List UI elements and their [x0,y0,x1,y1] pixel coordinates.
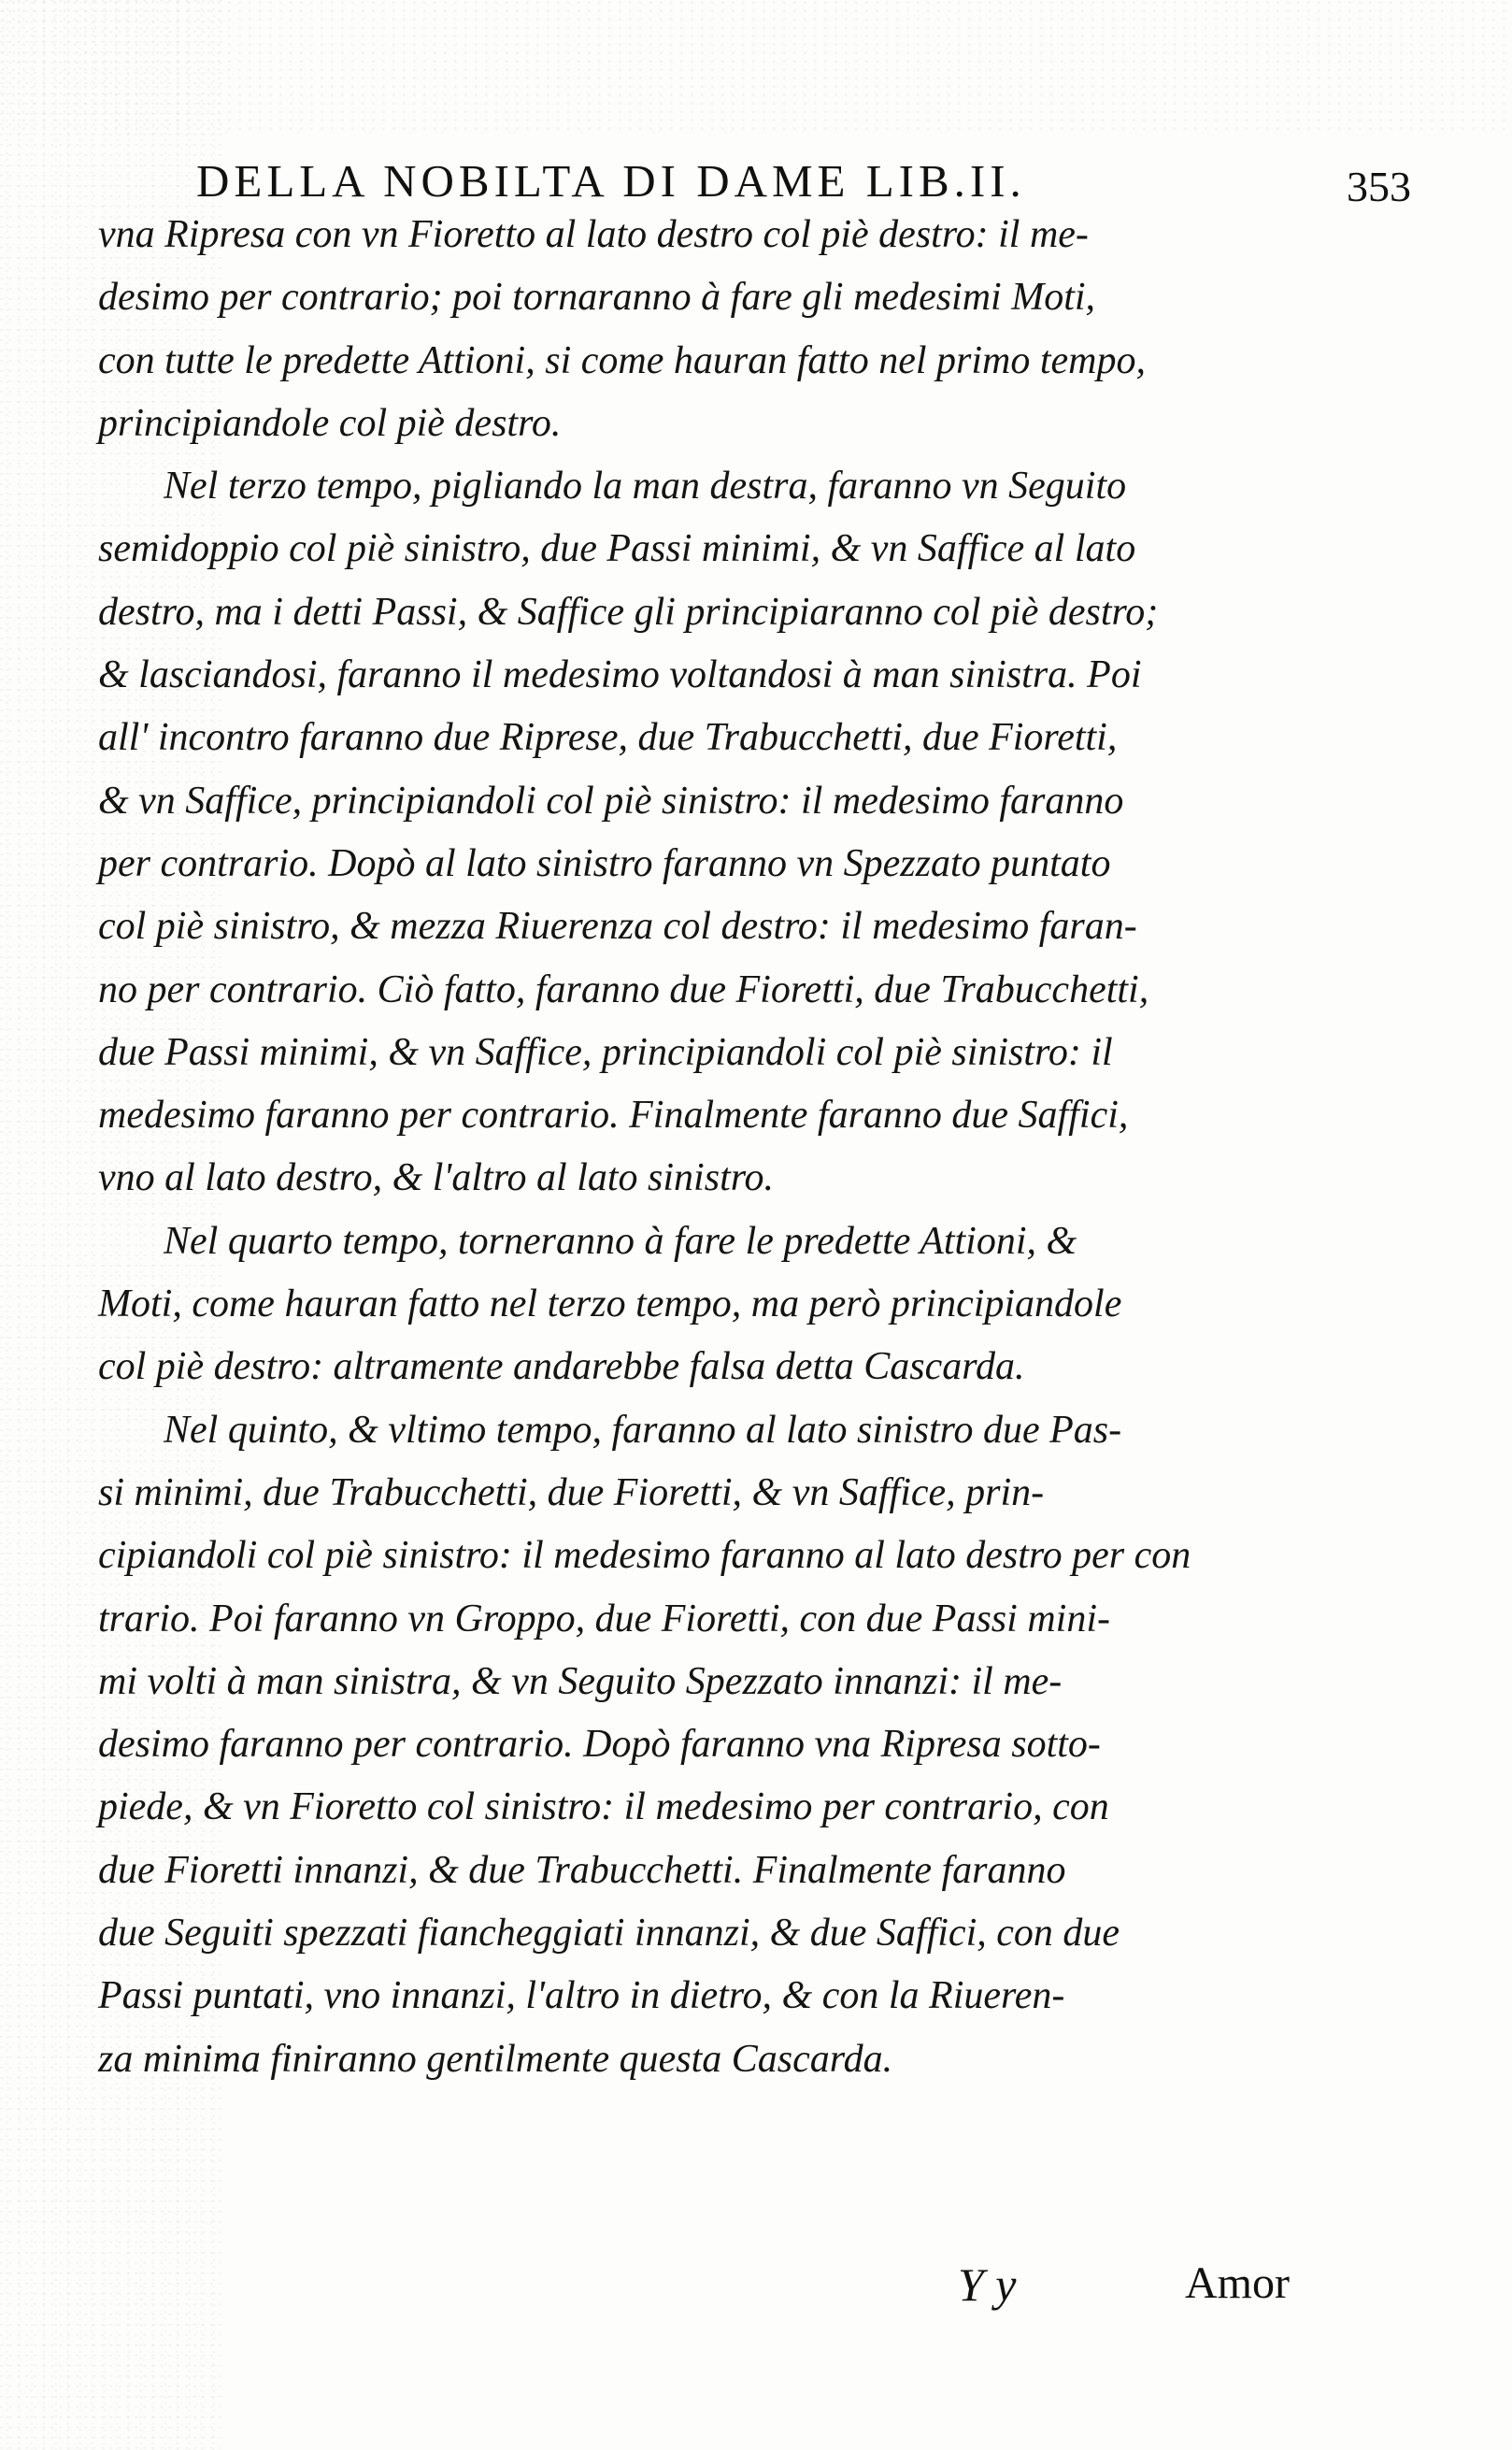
text-line: semidoppio col piè sinistro, due Passi minimi, & vn Saffice al lato [98,527,1136,571]
text-line: vna Ripresa con vn Fioretto al lato destro col piè destro: il me- [98,213,1089,256]
text-line: & lasciandosi, faranno il medesimo voltandosi à man sinistra. Poi [98,653,1142,697]
text-line: medesimo faranno per contrario. Finalmente faranno due Saffici, [98,1094,1129,1138]
text-line: cipiandoli col piè sinistro: il medesimo faranno al lato destro per con [98,1534,1191,1578]
signature-mark: Y y [958,2258,1017,2311]
paragraph-start-line: Nel terzo tempo, pigliando la man destra, faranno vn Seguito [164,465,1127,509]
text-line: za minima finiranno gentilmente questa Cascarda. [98,2037,893,2081]
text-line: col piè destro: altramente andarebbe falsa detta Cascarda. [98,1345,1025,1389]
text-line: piede, & vn Fioretto col sinistro: il medesimo per contrario, con [98,1785,1109,1829]
text-line: si minimi, due Trabucchetti, due Fioretti, & vn Saffice, prin- [98,1470,1045,1514]
text-line: & vn Saffice, principiandoli col piè sinistro: il medesimo faranno [98,779,1124,823]
text-line: vno al lato destro, & l'altro al lato sinistro. [98,1156,775,1200]
text-line: col piè sinistro, & mezza Riuerenza col destro: il medesimo faran- [98,905,1137,949]
paragraph-start-line: Nel quarto tempo, torneranno à fare le predette Attioni, & [164,1219,1077,1263]
page-top-speckle [0,0,1512,131]
text-line: desimo per contrario; poi tornaranno à fare gli medesimi Moti, [98,276,1096,320]
text-line: Passi puntati, vno innanzi, l'altro in dietro, & con la Riueren- [98,1974,1065,2018]
text-line: all' incontro faranno due Riprese, due Trabucchetti, due Fioretti, [98,716,1118,760]
text-line: principiandole col piè destro. [98,401,562,445]
paragraph-start-line: Nel quinto, & vltimo tempo, faranno al lato sinistro due Pas- [164,1408,1122,1452]
text-line: due Seguiti spezzati fiancheggiati innanzi, & due Saffici, con due [98,1912,1120,1956]
running-head [196,154,1411,210]
catchword: Amor [1185,2258,1290,2308]
text-line: con tutte le predette Attioni, si come hauran fatto nel primo tempo, [98,338,1146,382]
text-line: trario. Poi faranno vn Groppo, due Fioretti, con due Passi mini- [98,1597,1110,1640]
text-line: no per contrario. Ciò fatto, faranno due Fioretti, due Trabucchetti, [98,967,1149,1011]
text-line: destro, ma i detti Passi, & Saffice gli principiaranno col piè destro; [98,590,1159,634]
text-line: due Fioretti innanzi, & due Trabucchetti. Finalmente faranno [98,1848,1066,1892]
page-number: 353 [1347,163,1411,210]
text-line: mi volti à man sinistra, & vn Seguito Spezzato innanzi: il me- [98,1659,1063,1703]
text-line: due Passi minimi, & vn Saffice, principiandoli col piè sinistro: il [98,1030,1113,1074]
running-head-title: DELLA NOBILTA DI DAME LIB.II. [196,155,1026,207]
body-text [98,204,1406,2091]
text-line: per contrario. Dopò al lato sinistro faranno vn Spezzato puntato [98,841,1111,885]
text-line: desimo faranno per contrario. Dopò faranno vna Ripresa sotto- [98,1723,1101,1767]
text-line: Moti, come hauran fatto nel terzo tempo, ma però principiandole [98,1282,1122,1326]
